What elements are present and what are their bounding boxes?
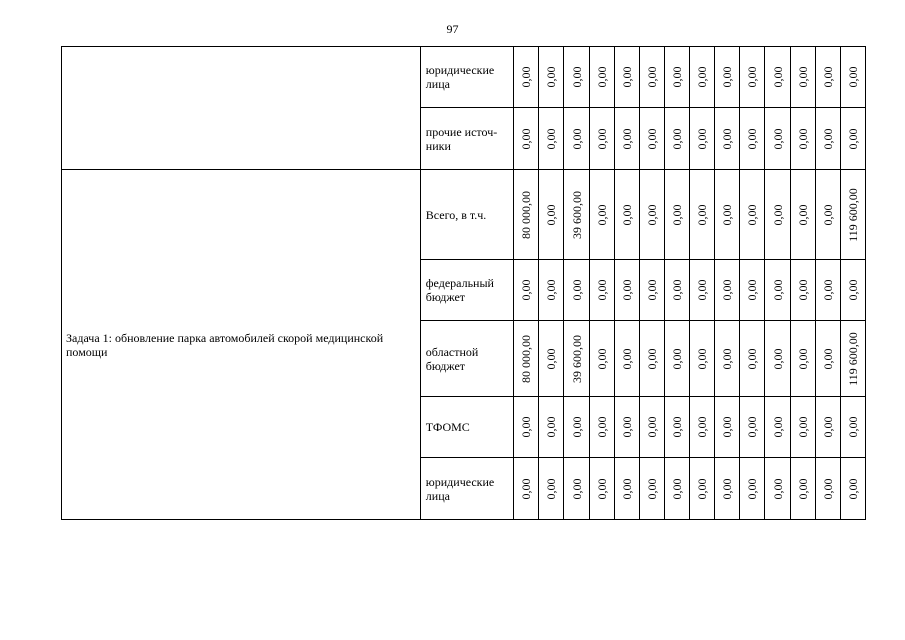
value-cell (690, 397, 715, 458)
value-text: 0,00 (720, 66, 735, 88)
value-cell (639, 458, 664, 520)
value-text: 0,00 (695, 478, 710, 499)
value-text: 0,00 (544, 348, 559, 369)
value-text: 0,00 (845, 416, 860, 438)
value-cell (614, 108, 639, 170)
value-text: 0,00 (544, 204, 559, 225)
value-cell (589, 260, 614, 321)
value-text: 0,00 (569, 416, 584, 438)
value-text: 0,00 (594, 128, 609, 149)
value-text: 0,00 (594, 478, 609, 499)
value-text: 0,00 (569, 128, 584, 149)
value-text: 0,00 (544, 128, 559, 149)
value-cell (715, 170, 740, 260)
value-text: 0,00 (619, 348, 634, 369)
value-cell (840, 260, 865, 321)
value-cell (815, 47, 840, 108)
value-cell (514, 108, 539, 170)
value-text: 0,00 (619, 279, 634, 301)
value-text: 0,00 (795, 204, 810, 225)
value-cell (840, 47, 865, 108)
value-text: 0,00 (644, 478, 659, 499)
value-text: 0,00 (845, 478, 860, 499)
value-text: 0,00 (670, 204, 685, 225)
value-cell (715, 108, 740, 170)
value-text: 0,00 (770, 478, 785, 499)
value-cell (840, 170, 865, 260)
value-cell (539, 170, 564, 260)
value-text: 0,00 (770, 128, 785, 149)
value-text: 0,00 (745, 416, 760, 438)
value-text: 0,00 (594, 279, 609, 301)
value-text: 39 600,00 (569, 190, 584, 239)
value-cell (514, 170, 539, 260)
value-cell (715, 47, 740, 108)
value-cell (514, 397, 539, 458)
value-text: 0,00 (519, 416, 534, 438)
value-text: 0,00 (820, 478, 835, 499)
table-row (62, 170, 866, 260)
value-cell (815, 170, 840, 260)
value-text: 0,00 (670, 416, 685, 438)
value-text: 0,00 (820, 416, 835, 438)
value-text: 0,00 (594, 348, 609, 369)
value-text: 0,00 (795, 416, 810, 438)
value-cell (790, 170, 815, 260)
funding-source-cell: Всего, в т.ч. (420, 170, 513, 260)
value-cell (614, 260, 639, 321)
value-text: 0,00 (695, 416, 710, 438)
value-cell (765, 47, 790, 108)
value-cell (690, 321, 715, 397)
value-cell (589, 108, 614, 170)
value-text: 0,00 (644, 204, 659, 225)
value-cell (639, 321, 664, 397)
value-cell (589, 458, 614, 520)
value-cell (740, 260, 765, 321)
value-text: 0,00 (619, 478, 634, 499)
value-cell (790, 260, 815, 321)
value-cell (815, 458, 840, 520)
value-cell (790, 397, 815, 458)
value-text: 0,00 (720, 348, 735, 369)
value-cell (765, 458, 790, 520)
value-cell (639, 397, 664, 458)
table-row (62, 47, 866, 108)
value-cell (690, 47, 715, 108)
value-cell (589, 47, 614, 108)
value-text: 0,00 (795, 279, 810, 301)
value-cell (664, 170, 689, 260)
value-text: 0,00 (770, 204, 785, 225)
value-cell (564, 321, 589, 397)
value-cell (539, 458, 564, 520)
value-text: 0,00 (569, 66, 584, 88)
value-cell (589, 397, 614, 458)
funding-source-cell: ТФОМС (420, 397, 513, 458)
funding-source-cell: юридические лица (420, 47, 513, 108)
value-text: 0,00 (795, 348, 810, 369)
value-text: 0,00 (770, 348, 785, 369)
value-cell (639, 47, 664, 108)
value-cell (589, 170, 614, 260)
value-text: 0,00 (519, 279, 534, 301)
value-cell (840, 321, 865, 397)
value-cell (715, 260, 740, 321)
value-text: 0,00 (820, 128, 835, 149)
value-text: 0,00 (670, 348, 685, 369)
task-cell: Задача 1: обновление парка автомобилей скорой медицинской помощи (62, 170, 421, 520)
value-cell (740, 170, 765, 260)
value-cell (564, 108, 589, 170)
value-text: 0,00 (644, 66, 659, 88)
value-text: 0,00 (619, 416, 634, 438)
value-cell (790, 47, 815, 108)
funding-source-cell: прочие источ-ники (420, 108, 513, 170)
value-text: 0,00 (695, 204, 710, 225)
value-text: 0,00 (670, 128, 685, 149)
value-cell (664, 108, 689, 170)
page-number: 97 (446, 22, 459, 36)
value-text: 0,00 (695, 279, 710, 301)
value-cell (564, 458, 589, 520)
value-text: 0,00 (845, 279, 860, 301)
value-text: 0,00 (644, 348, 659, 369)
value-text: 0,00 (745, 279, 760, 301)
value-cell (639, 170, 664, 260)
value-cell (715, 321, 740, 397)
value-cell (740, 321, 765, 397)
value-cell (840, 108, 865, 170)
value-cell (514, 260, 539, 321)
value-cell (664, 47, 689, 108)
value-cell (514, 321, 539, 397)
value-text: 0,00 (720, 416, 735, 438)
value-text: 0,00 (795, 478, 810, 499)
value-text: 0,00 (745, 128, 760, 149)
value-cell (664, 458, 689, 520)
value-cell (790, 458, 815, 520)
value-text: 0,00 (720, 478, 735, 499)
value-text: 0,00 (845, 66, 860, 88)
value-text: 0,00 (845, 128, 860, 149)
value-text: 0,00 (795, 128, 810, 149)
value-cell (539, 321, 564, 397)
value-cell (664, 397, 689, 458)
value-cell (564, 170, 589, 260)
value-text: 0,00 (745, 204, 760, 225)
value-cell (639, 108, 664, 170)
value-text: 0,00 (619, 128, 634, 149)
value-cell (539, 397, 564, 458)
value-text: 0,00 (519, 128, 534, 149)
value-cell (815, 321, 840, 397)
value-text: 0,00 (695, 66, 710, 88)
value-cell (840, 458, 865, 520)
value-cell (539, 108, 564, 170)
value-text: 0,00 (770, 416, 785, 438)
value-text: 0,00 (594, 66, 609, 88)
value-text: 0,00 (569, 478, 584, 499)
value-cell (815, 260, 840, 321)
value-cell (539, 260, 564, 321)
value-cell (765, 321, 790, 397)
value-cell (514, 458, 539, 520)
value-cell (715, 397, 740, 458)
value-text: 0,00 (745, 478, 760, 499)
value-text: 0,00 (720, 128, 735, 149)
value-text: 0,00 (820, 66, 835, 88)
value-text: 119 600,00 (845, 187, 860, 242)
budget-table (61, 46, 866, 520)
value-cell (614, 170, 639, 260)
value-text: 0,00 (820, 204, 835, 225)
value-text: 80 000,00 (519, 190, 534, 239)
value-cell (589, 321, 614, 397)
value-cell (564, 260, 589, 321)
value-text: 39 600,00 (569, 334, 584, 383)
value-cell (765, 170, 790, 260)
value-text: 0,00 (594, 416, 609, 438)
value-text: 0,00 (695, 128, 710, 149)
value-cell (614, 458, 639, 520)
value-text: 0,00 (670, 66, 685, 88)
value-cell (514, 47, 539, 108)
value-cell (664, 260, 689, 321)
value-text: 0,00 (569, 279, 584, 301)
value-cell (664, 321, 689, 397)
value-text: 0,00 (820, 279, 835, 301)
value-cell (690, 260, 715, 321)
value-text: 80 000,00 (519, 334, 534, 383)
task-cell (62, 47, 421, 170)
funding-source-cell: юридические лица (420, 458, 513, 520)
value-text: 0,00 (720, 279, 735, 301)
value-text: 0,00 (619, 204, 634, 225)
value-cell (539, 47, 564, 108)
value-cell (639, 260, 664, 321)
value-cell (840, 397, 865, 458)
value-text: 0,00 (519, 478, 534, 499)
value-text: 0,00 (770, 279, 785, 301)
value-text: 0,00 (745, 66, 760, 88)
value-cell (715, 458, 740, 520)
value-cell (765, 260, 790, 321)
value-cell (815, 397, 840, 458)
value-text: 0,00 (670, 478, 685, 499)
value-text: 0,00 (644, 279, 659, 301)
value-text: 0,00 (795, 66, 810, 88)
value-text: 0,00 (644, 128, 659, 149)
value-cell (765, 108, 790, 170)
value-text: 0,00 (770, 66, 785, 88)
value-cell (740, 458, 765, 520)
value-text: 0,00 (594, 204, 609, 225)
value-cell (690, 458, 715, 520)
value-cell (790, 321, 815, 397)
value-cell (740, 108, 765, 170)
value-cell (740, 47, 765, 108)
value-text: 0,00 (619, 66, 634, 88)
funding-source-cell: федеральный бюджет (420, 260, 513, 321)
value-text: 0,00 (670, 279, 685, 301)
value-text: 0,00 (519, 66, 534, 88)
value-cell (614, 397, 639, 458)
value-text: 0,00 (644, 416, 659, 438)
value-cell (790, 108, 815, 170)
value-cell (815, 108, 840, 170)
value-text: 0,00 (720, 204, 735, 225)
value-cell (690, 170, 715, 260)
value-text: 0,00 (544, 66, 559, 88)
value-text: 0,00 (820, 348, 835, 369)
value-text: 0,00 (544, 279, 559, 301)
value-cell (564, 47, 589, 108)
value-cell (740, 397, 765, 458)
value-cell (564, 397, 589, 458)
funding-source-cell: областной бюджет (420, 321, 513, 397)
value-cell (690, 108, 715, 170)
value-cell (614, 47, 639, 108)
value-text: 119 600,00 (845, 331, 860, 386)
value-cell (765, 397, 790, 458)
value-text: 0,00 (544, 478, 559, 499)
value-cell (614, 321, 639, 397)
value-text: 0,00 (745, 348, 760, 369)
value-text: 0,00 (544, 416, 559, 438)
value-text: 0,00 (695, 348, 710, 369)
